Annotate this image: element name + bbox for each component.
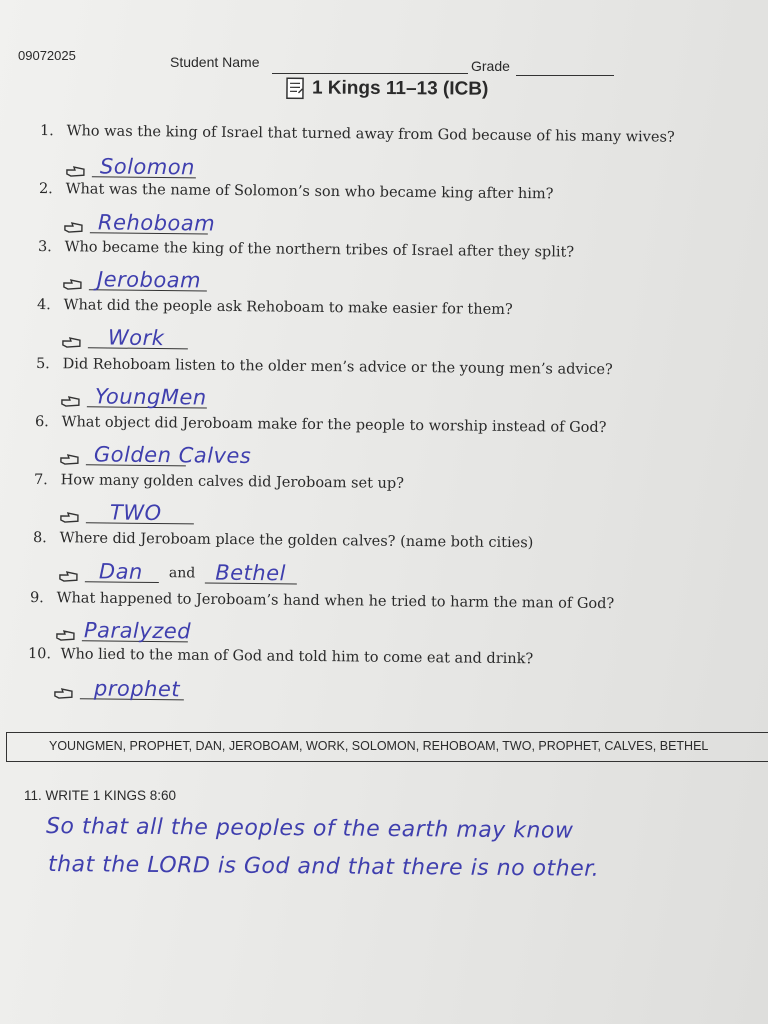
document-icon: [286, 77, 304, 99]
answer-blank[interactable]: [87, 380, 207, 408]
answer-blank[interactable]: [86, 496, 194, 524]
pointing-hand-icon: [60, 511, 80, 523]
handwritten-answer: prophet: [93, 676, 181, 702]
question-text: Who lied to the man of God and told him to come eat and drink?: [60, 646, 534, 668]
answer-row-4: [62, 321, 188, 349]
handwritten-answer: Paralyzed: [83, 618, 192, 644]
handwritten-answer: Dan: [98, 559, 143, 584]
question-4: [37, 297, 513, 318]
handwritten-answer: YoungMen: [94, 384, 207, 410]
question-number: 8.: [32, 530, 47, 547]
word-bank: YOUNGMEN, PROPHET, DAN, JEROBOAM, WORK, SOLOMON, REHOBOAM, TWO, PROPHET, CALVES, BETHEL: [6, 732, 768, 762]
question-number: 1.: [39, 123, 54, 140]
grade-label: Grade: [471, 58, 510, 74]
answer-blank-city-1[interactable]: [85, 555, 159, 583]
question-number: 5.: [35, 356, 50, 373]
handwritten-answer: Solomon: [99, 154, 196, 180]
answer-row-8: [59, 555, 298, 584]
question-number: 9.: [29, 590, 44, 607]
question-number: 7.: [33, 472, 48, 489]
pointing-hand-icon: [63, 278, 83, 290]
answer-blank[interactable]: [90, 206, 216, 236]
pointing-hand-icon: [54, 687, 74, 699]
answer-row-10: [54, 672, 184, 700]
handwritten-verse-line-1: So that all the peoples of the earth may know: [45, 814, 574, 844]
worksheet-title-row: [286, 77, 488, 100]
answer-row-1: [66, 150, 196, 178]
handwritten-answer: Bethel: [215, 560, 287, 586]
answer-row-9: [56, 614, 192, 644]
and-connector: and: [168, 565, 196, 582]
answer-blank[interactable]: [89, 263, 207, 291]
handwritten-verse-line-2: that the LORD is God and that there is no other.: [47, 852, 600, 882]
pointing-hand-icon: [61, 395, 81, 407]
student-name-blank[interactable]: [272, 73, 468, 74]
student-name-label: Student Name: [170, 54, 260, 70]
question-number: 2.: [38, 181, 53, 198]
worksheet-title: 1 Kings 11–13 (ICB): [311, 77, 489, 100]
answer-blank-city-2[interactable]: [205, 557, 297, 585]
answer-blank[interactable]: [80, 672, 184, 700]
pointing-hand-icon: [62, 336, 82, 348]
question-5: [36, 356, 613, 378]
pointing-hand-icon: [66, 165, 86, 177]
question-text: What happened to Jeroboam’s hand when he tried to harm the man of God?: [56, 590, 615, 613]
question-text: Who was the king of Israel that turned away from God because of his many wives?: [66, 123, 675, 146]
pointing-hand-icon: [59, 570, 79, 582]
question-number: 4.: [36, 297, 51, 314]
handwritten-answer: Jeroboam: [96, 267, 202, 293]
pointing-hand-icon: [60, 453, 80, 465]
pointing-hand-icon: [64, 221, 84, 233]
answer-row-7: [60, 496, 194, 524]
question-8: [33, 530, 534, 551]
answer-blank[interactable]: [88, 321, 188, 349]
question-text: What was the name of Solomon’s son who became king after him?: [65, 181, 554, 203]
question-text: What object did Jeroboam make for the people to worship instead of God?: [61, 414, 607, 436]
question-3: [38, 239, 574, 261]
handwritten-answer: Rehoboam: [97, 210, 216, 236]
pointing-hand-icon: [56, 629, 76, 641]
handwritten-answer: Golden Calves: [93, 442, 252, 469]
question-2: [39, 181, 554, 202]
answer-row-5: [61, 380, 207, 409]
question-number: 3.: [37, 239, 52, 256]
question-text: What did the people ask Rehoboam to make easier for them?: [63, 297, 513, 318]
question-1: [40, 123, 675, 146]
question-7: [34, 472, 404, 492]
answer-row-2: [64, 206, 216, 236]
question-6: [35, 414, 607, 436]
answer-row-3: [63, 263, 207, 292]
question-text: How many golden calves did Jeroboam set up?: [60, 472, 405, 492]
answer-row-6: [60, 438, 252, 469]
handwritten-answer: TWO: [109, 500, 162, 526]
answer-blank[interactable]: [82, 614, 192, 644]
question-text: Where did Jeroboam place the golden calves? (name both cities): [59, 530, 534, 552]
question-number: 6.: [34, 414, 49, 431]
handwritten-answer: Work: [107, 325, 165, 351]
question-9: [30, 590, 614, 612]
question-number: 10.: [27, 646, 52, 663]
question-10: [28, 646, 533, 667]
answer-blank[interactable]: [92, 150, 196, 178]
grade-blank[interactable]: [516, 75, 614, 76]
question-text: Did Rehoboam listen to the older men’s advice or the young men’s advice?: [62, 356, 613, 379]
question-text: Who became the king of the northern tribes of Israel after they split?: [64, 239, 575, 261]
document-id: 09072025: [18, 48, 76, 63]
question-11-label: 11. WRITE 1 KINGS 8:60: [24, 788, 177, 803]
answer-blank[interactable]: [86, 438, 252, 469]
